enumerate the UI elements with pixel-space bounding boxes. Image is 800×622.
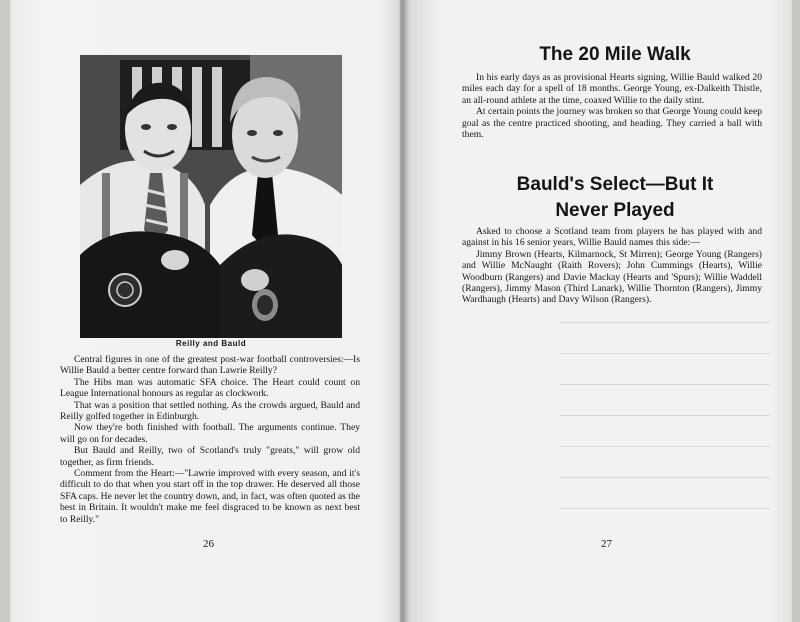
heading-baulds-select: [470, 172, 760, 224]
left-page-number: 26: [203, 538, 214, 550]
show-through-ghost: [560, 300, 770, 530]
left-paragraph: But Bauld and Reilly, two of Scotland's truly "greats," will grow old together, as firm friends.: [60, 445, 360, 468]
right-paragraph: Jimmy Brown (Hearts, Kilmarnock, St Mirren); George Young (Rangers) and Willie McNaught (Raith Rovers); John Cummings (Hearts), Willie Woodburn (Rangers) and Davie Mackay (Hearts and 'Spurs); Willie Waddell (Rangers), Jimmy Mason (Third Lanark), Willie Thornton (Rangers), Jimmy Wardhaugh (Hearts) and Davy Wilson (Rangers).: [462, 248, 762, 306]
right-paragraph: Asked to choose a Scotland team from players he has played with and against in his 16 senior years, Willie Bauld names this side:—: [462, 226, 762, 249]
book-spine: [400, 0, 404, 622]
right-paragraph: In his early days as as provisional Hearts signing, Willie Bauld walked 20 miles each day for a spell of 18 months. George Young, ex-Dalkeith Thistle, an all-round athlete at the time, coaxed Willie to the daily stint.: [462, 72, 762, 106]
right-page-edge: [792, 0, 800, 622]
right-page-number: 27: [601, 538, 612, 550]
section1-body: [462, 72, 762, 140]
photo-reilly-and-bauld: [80, 55, 342, 338]
photo-caption: Reilly and Bauld: [175, 339, 247, 348]
right-paragraph: At certain points the journey was broken so that George Young could keep goal as the centre practiced shooting, and heading. They carried a ball with them.: [462, 106, 762, 141]
left-paragraph: Now they're both finished with football. The arguments continue. They will go on for decades.: [60, 422, 360, 445]
left-page-body: [60, 354, 360, 525]
left-page-edge: [0, 0, 10, 622]
heading-line-1: Bauld's Select—But It: [516, 174, 714, 195]
left-paragraph: Central figures in one of the greatest post-war football controversies:—Is Willie Bauld a better centre forward than Lawrie Reilly?: [60, 354, 360, 377]
left-paragraph: That was a position that settled nothing. As the crowds argued, Bauld and Reilly golfed together in Edinburgh.: [60, 399, 360, 423]
photo-illustration: [80, 55, 342, 338]
section2-body: [462, 226, 762, 306]
heading-20-mile-walk: The 20 Mile Walk: [539, 44, 691, 65]
heading-line-2: Never Played: [555, 200, 675, 221]
left-paragraph: The Hibs man was automatic SFA choice. The Heart could count on League International honours as regular as clockwork.: [60, 376, 360, 400]
left-paragraph: Comment from the Heart:—"Lawrie improved with every season, and it's difficult to do that when you start off in the top drawer. He deserved all those SFA caps. He never let the country down, and, in fact, was often quoted as the best in Britain. It wouldn't make me feel disgraced to be known as next best to Reilly.": [60, 468, 360, 525]
